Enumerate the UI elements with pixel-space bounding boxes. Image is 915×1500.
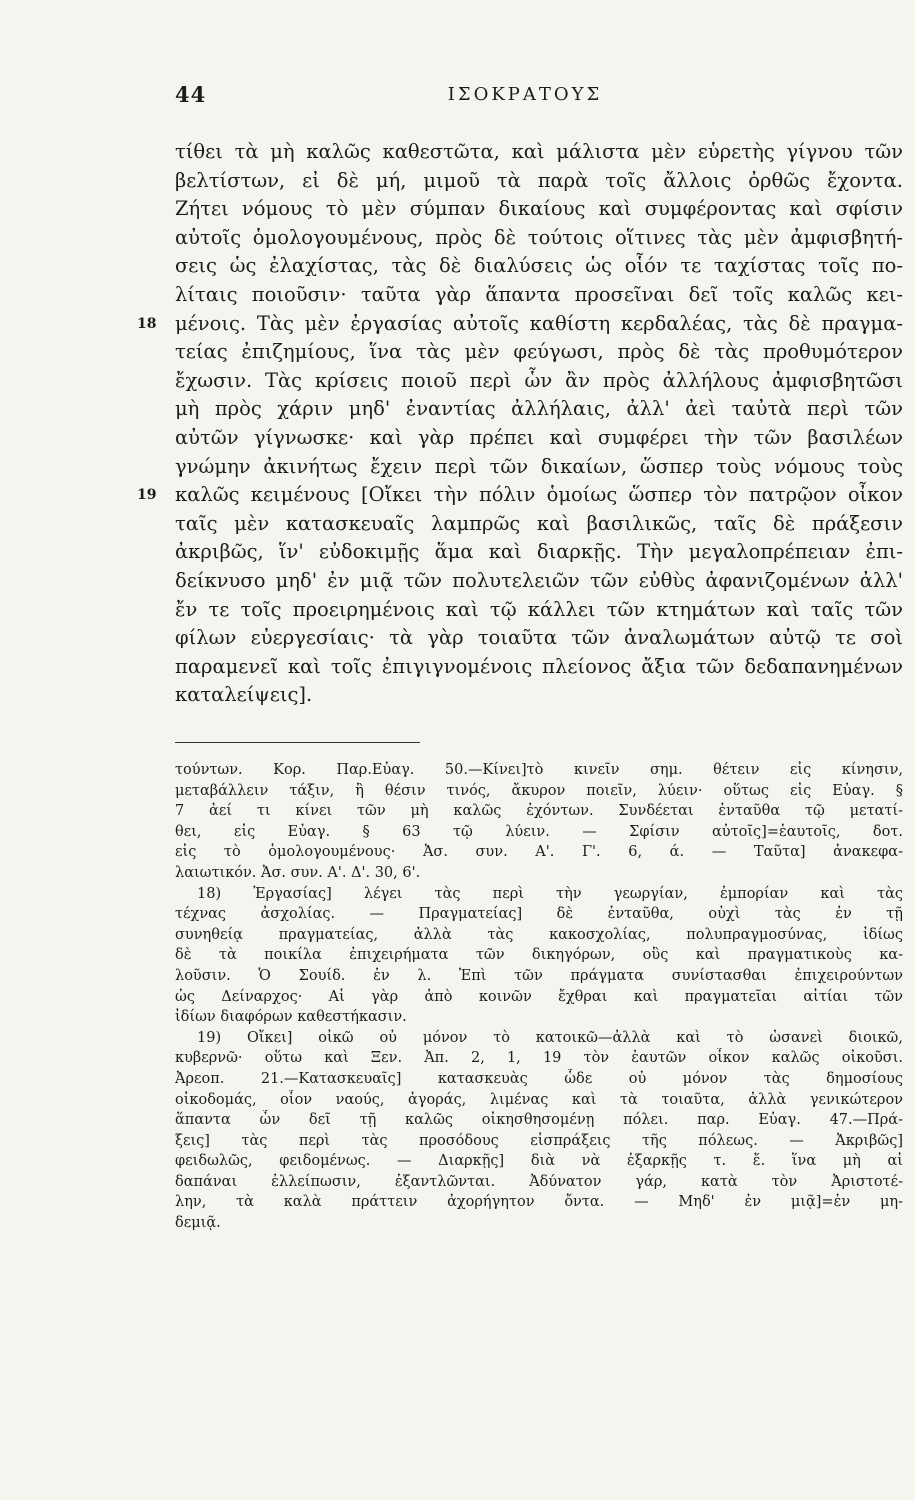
note-line: ἰδίων διαφόρων καθεστήκασιν. [175,1009,407,1026]
text-line: ἀκριβῶς, ἵν' εὐδοκιμῇς ἅμα καὶ διαρκῇς. Τὴν μεγαλοπρέπειαν ἐπι- [175,540,903,564]
note-line: ὡς Δείναρχος· Αἱ γὰρ ἀπὸ κοινῶν ἔχθραι καὶ πραγματεῖαι αἰτίαι τῶν [175,988,903,1005]
note-line: μεταβάλλειν τάξιν, ἢ θέσιν τινός, ἄκυρον ποιεῖν, λύειν· οὕτως εἰς Εὐαγ. § [175,782,903,799]
running-title: ΙΣΟΚΡΑΤΟΥΣ [447,84,603,105]
note-line: ξεις] τὰς περὶ τὰς προσόδους εἰσπράξεις τῆς πόλεως. — Ἀκριβῶς] [175,1132,903,1149]
note-line: λαιωτικόν. Ἀσ. συν. Α'. Δ'. 30, 6'. [175,864,421,881]
page-number: 44 [175,82,207,107]
text-line: τίθει τὰ μὴ καλῶς καθεστῶτα, καὶ μάλιστα μὲν εὑρετὴς γίγνου τῶν [175,140,903,163]
main-text [137,138,903,710]
note-line: κυβερνῶ· οὕτω καὶ Ξεν. Ἀπ. 2, 1, 19 τὸν ἑαυτῶν οἶκον καλῶς οἰκοῦσι. [175,1050,903,1067]
note-line: συνηθείᾳ πραγματείας, ἀλλὰ τὰς κακοσχολίας, πολυπραγμοσύνας, ἰδίως [175,926,903,943]
footnotes [175,760,903,1234]
note-line: τέχνας ἀσχολίας. — Πραγματείας] δὲ ἐνταῦθα, οὐχὶ τὰς ἐν τῇ [175,906,903,923]
text-line: Ζήτει νόμους τὸ μὲν σύμπαν δικαίους καὶ συμφέροντας καὶ σφίσιν [175,197,903,221]
text-line [137,310,903,339]
text-line: δείκνυσο μηδ' ἐν μιᾷ τῶν πολυτελειῶν τῶν εὐθὺς ἀφανιζομένων ἀλλ' [175,568,903,592]
text-line [137,481,903,510]
note-line: δὲ τὰ ποικίλα ἐπιχειρήματα τῶν δικηγόρων, οὓς καὶ πραγματικοὺς κα- [175,947,903,964]
text-line: σεις ὡς ἐλαχίστας, τὰς δὲ διαλύσεις ὡς οἷόν τε ταχίστας τοῖς πο- [175,254,903,278]
section-number-19: 19 [137,487,157,504]
note-line: λοῦσιν. Ὁ Σουίδ. ἐν λ. Ἐπὶ τῶν πράγματα συνίστασθαι ἐπιχειρούντων [175,967,903,984]
text-line: καταλείψεις]. [175,683,313,707]
text-line-content: μένοις. Τὰς μὲν ἐργασίας αὐτοῖς καθίστη κερδαλέας, τὰς δὲ πραγμα- [175,311,903,335]
text-line: ταῖς μὲν κατασκευαῖς λαμπρῶς καὶ βασιλικῶς, ταῖς δὲ πράξεσιν [175,511,903,535]
text-line: ἔν τε τοῖς προειρημένοις καὶ τῷ κάλλει τῶν κτημάτων καὶ ταῖς τῶν [175,597,903,621]
note-line: 18) Ἐργασίας] λέγει τὰς περὶ τὴν γεωργίαν, ἐμπορίαν καὶ τὰς [197,885,903,902]
note-line: 19) Οἴκει] οἰκῶ οὐ μόνον τὸ κατοικῶ—ἀλλὰ καὶ τὸ ὡσανεὶ διοικῶ, [197,1029,903,1046]
text-line: γνώμην ἀκινήτως ἔχειν περὶ τῶν δικαίων, ὥσπερ τοὺς νόμους τοὺς [175,454,903,478]
note-line: φειδωλῶς, φειδομένως. — Διαρκῇς] διὰ νὰ ἐξαρκῇς τ. ἔ. ἵνα μὴ αἱ [175,1153,903,1170]
text-line: τείας ἐπιζημίους, ἵνα τὰς μὲν φεύγωσι, πρὸς δὲ τὰς προθυμότερον [175,340,903,364]
note-line: ἅπαντα ὧν δεῖ τῇ καλῶς οἰκησθησομένῃ πόλει. παρ. Εὐαγ. 47.—Πρά- [175,1112,903,1129]
note-line: δεμιᾷ. [175,1215,221,1232]
text-line: παραμενεῖ καὶ τοῖς ἐπιγιγνομένοις πλείονος ἄξια τῶν δεδαπανημένων [175,654,903,678]
note-line: θει, εἰς Εὐαγ. § 63 τῷ λύειν. — Σφίσιν αὐτοῖς]=ἑαυτοῖς, δοτ. [175,823,903,840]
note-line: τούντων. Κορ. Παρ.Εὐαγ. 50.—Κίνει]τὸ κινεῖν σημ. θέτειν εἰς κίνησιν, [175,762,903,778]
text-line: λίταις ποιοῦσιν· ταῦτα γὰρ ἅπαντα προσεῖναι δεῖ τοῖς καλῶς κει- [175,282,903,306]
section-number-18: 18 [137,315,157,332]
note-line: Ἀρεοπ. 21.—Κατασκευαῖς] κατασκευὰς ὧδε οὐ μόνον τὰς δημοσίους [175,1070,903,1087]
text-line: φίλων εὐεργεσίαις· τὰ γὰρ τοιαῦτα τῶν ἀναλωμάτων αὐτῷ τε σοὶ [175,626,903,650]
note-line: οἰκοδομάς, οἷον ναούς, ἀγοράς, λιμένας καὶ τὰ τοιαῦτα, ἀλλὰ γενικώτερον [175,1091,903,1108]
text-line: ἔχωσιν. Τὰς κρίσεις ποιοῦ περὶ ὧν ἂν πρὸς ἀλλήλους ἀμφισβητῶσι [175,368,903,392]
text-line: αὐτοῖς ὁμολογουμένους, πρὸς δὲ τούτοις οἵτινες τὰς μὲν ἀμφισβητή- [175,225,903,249]
note-line: εἰς τὸ ὁμολογουμένους· Ἀσ. συν. Α'. Γ'. 6, ά. — Ταῦτα] ἀνακεφα- [175,844,903,861]
text-line: βελτίστων, εἰ δὲ μή, μιμοῦ τὰ παρὰ τοῖς ἄλλοις ὀρθῶς ἔχοντα. [175,168,903,192]
note-line: 7 ἀεί τι κίνει τῶν μὴ καλῶς ἐχόντων. Συνδέεται ἐνταῦθα τῷ μετατί- [175,803,903,820]
text-line-content: καλῶς κειμένους [Οἴκει τὴν πόλιν ὁμοίως ὥσπερ τὸν πατρῷον οἶκον [175,483,903,507]
text-line: αὐτῶν γίγνωσκε· καὶ γὰρ πρέπει καὶ συμφέρει τὴν τῶν βασιλέων [175,425,903,449]
footnote-separator [175,742,420,743]
note-line: λην, τὰ καλὰ πράττειν ἀχορήγητον ὄντα. — Μηδ' ἐν μιᾷ]=ἐν μη- [175,1194,903,1211]
note-line: δαπάναι ἐλλείπωσιν, ἐξαντλῶνται. Ἀδύνατον γάρ, κατὰ τὸν Ἀριστοτέ- [175,1173,903,1190]
text-line: μὴ πρὸς χάριν μηδ' ἐναντίας ἀλλήλαις, ἀλλ' ἀεὶ ταὐτὰ περὶ τῶν [175,397,903,421]
page-header [175,82,875,118]
